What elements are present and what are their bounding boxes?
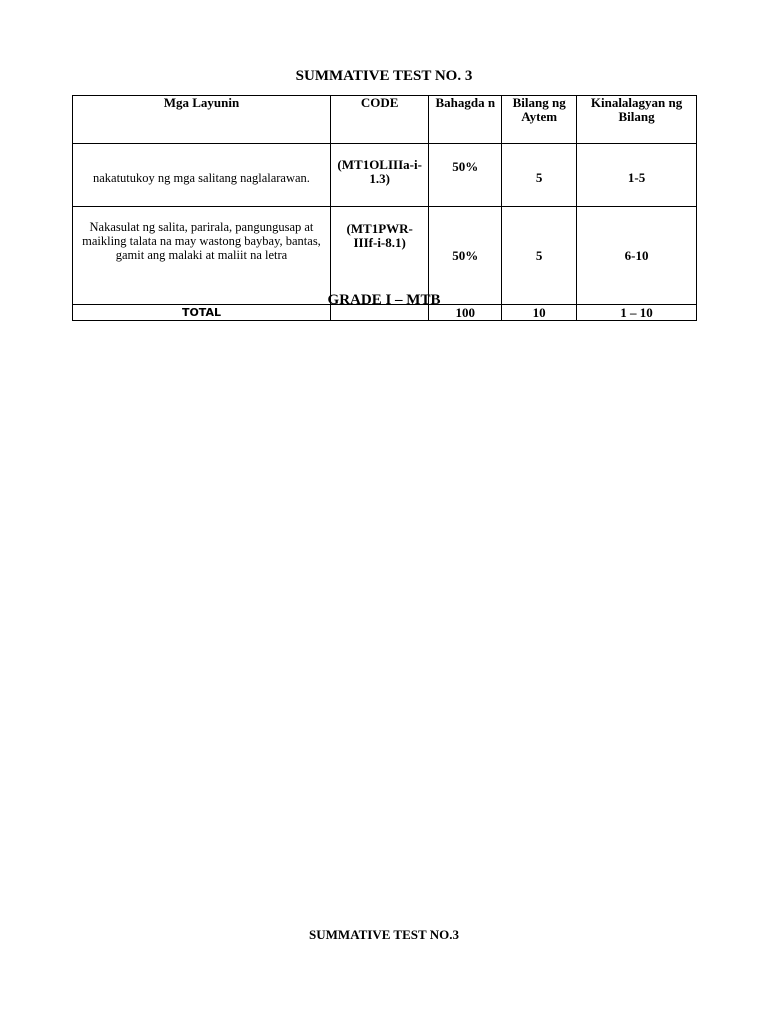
table-of-specifications bbox=[72, 95, 697, 321]
table-header-row bbox=[73, 96, 697, 144]
document-title: SUMMATIVE TEST NO. 3 bbox=[295, 68, 473, 84]
total-items-cell: 10 bbox=[502, 305, 577, 321]
code-cell: (MT1OLIIIa-i-1.3) bbox=[330, 144, 428, 207]
objective-cell: Nakasulat ng salita, parirala, pangungusap at maikling talata na may wastong baybay, bantas, gamit ang malaki at maliit na letra bbox=[73, 207, 331, 305]
total-percentage-cell: 100 bbox=[429, 305, 502, 321]
header-objectives: Mga Layunin bbox=[73, 96, 331, 144]
objective-cell: nakatutukoy ng mga salitang naglalarawan. bbox=[73, 144, 331, 207]
table-row bbox=[73, 207, 697, 305]
header-items: Bilang ng Aytem bbox=[502, 96, 577, 144]
percentage-cell: 50% bbox=[429, 144, 502, 207]
items-cell: 5 bbox=[502, 144, 577, 207]
items-cell: 5 bbox=[502, 207, 577, 305]
total-label: TOTAL bbox=[73, 305, 331, 321]
total-location-cell: 1 – 10 bbox=[577, 305, 697, 321]
header-code: CODE bbox=[330, 96, 428, 144]
footer-title: SUMMATIVE TEST NO.3 bbox=[309, 927, 459, 942]
location-cell: 6-10 bbox=[577, 207, 697, 305]
location-cell: 1-5 bbox=[577, 144, 697, 207]
table-row bbox=[73, 144, 697, 207]
percentage-cell: 50% bbox=[429, 207, 502, 305]
code-cell: (MT1PWR-IIIf-i-8.1) bbox=[330, 207, 428, 305]
header-percentage: Bahagda n bbox=[429, 96, 502, 144]
header-location: Kinalalagyan ng Bilang bbox=[577, 96, 697, 144]
grade-subject-heading: GRADE I – MTB bbox=[327, 292, 441, 308]
